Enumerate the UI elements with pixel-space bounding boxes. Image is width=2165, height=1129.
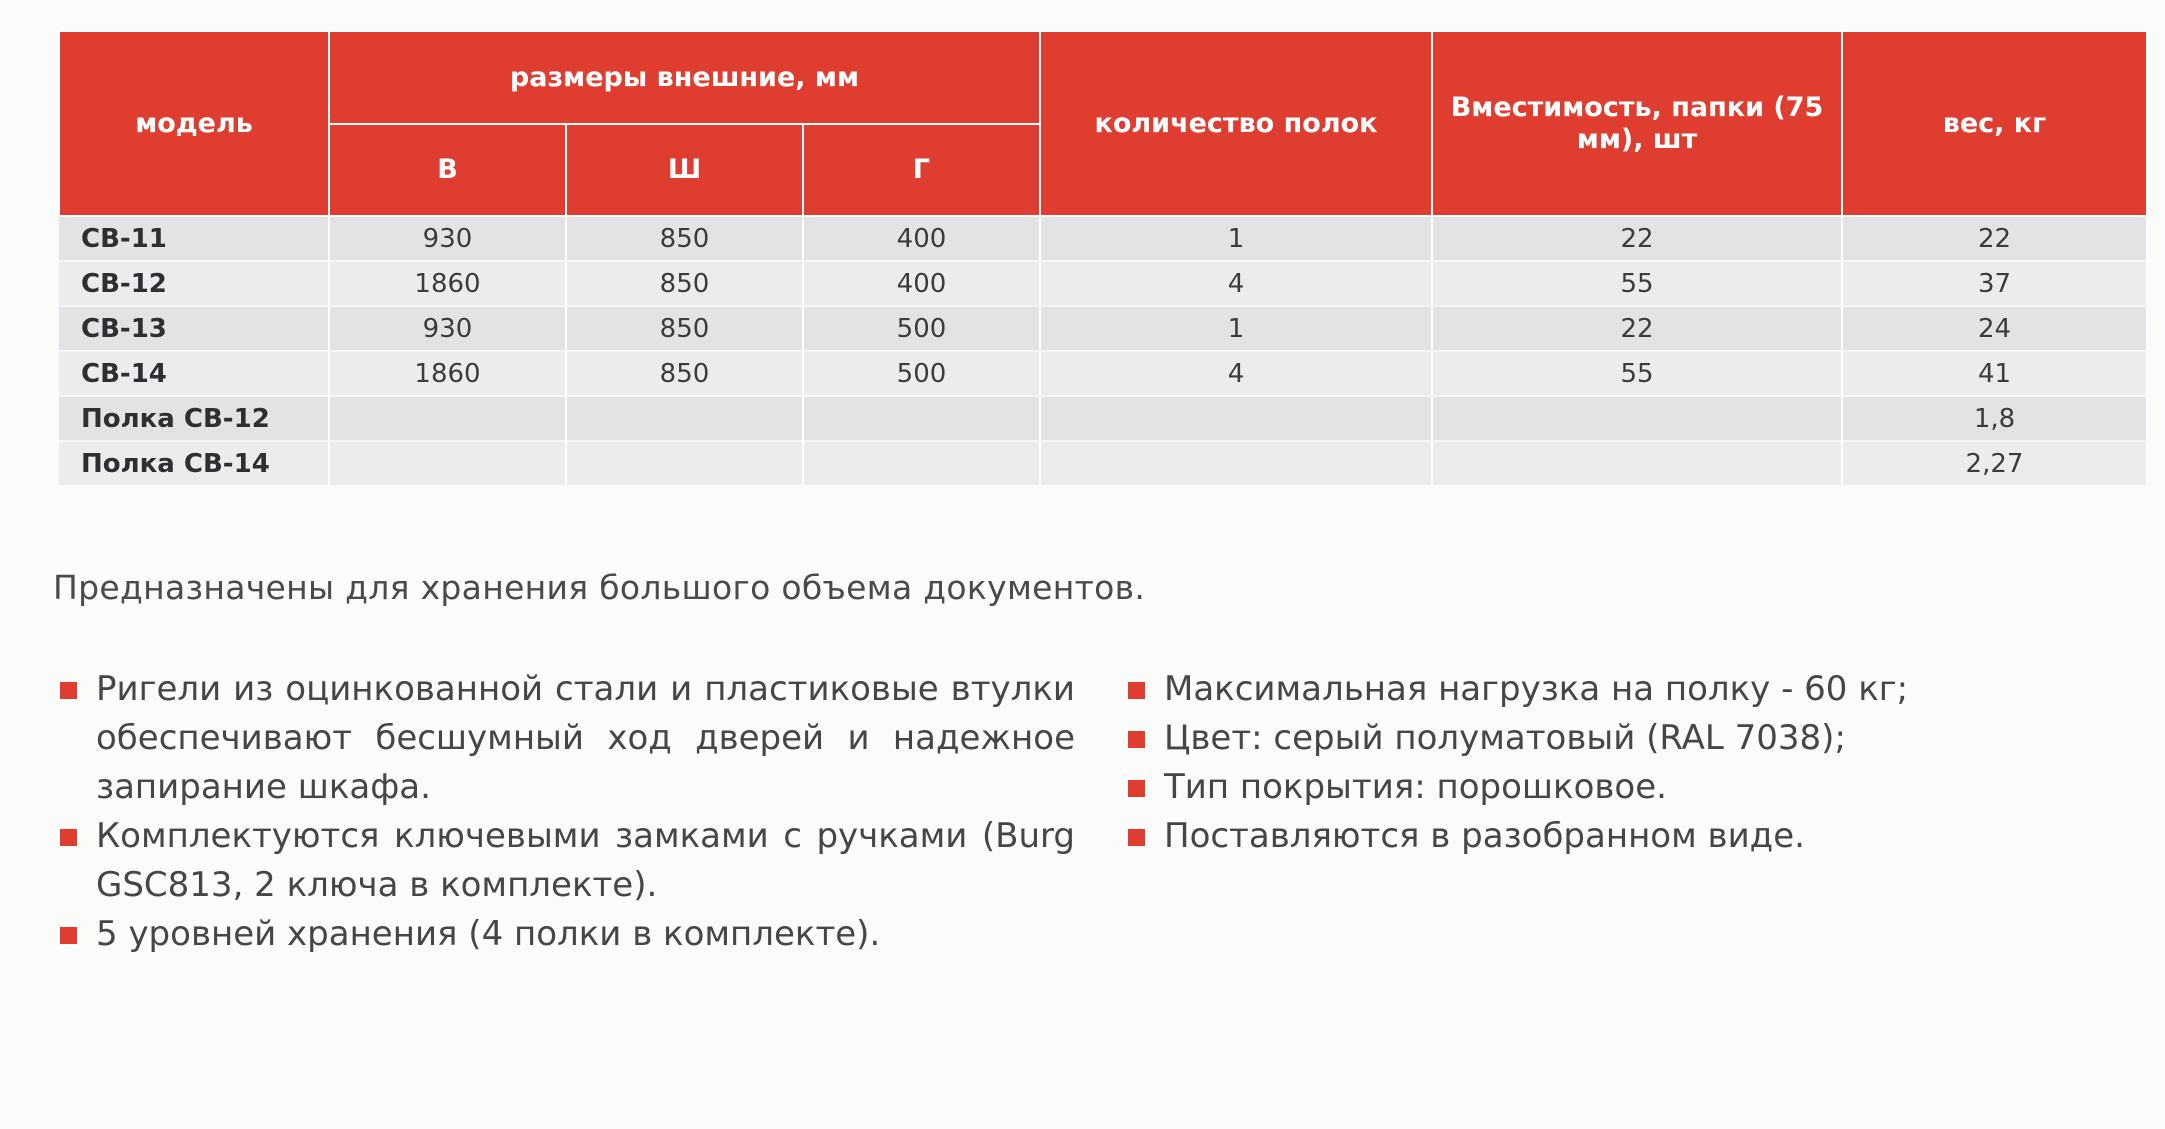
cell-capacity: [1432, 396, 1842, 441]
feature-text: Ригели из оцинкованной стали и пластиковые втулки обеспечивают бесшумный ход дверей и надежное запирание шкафа.: [96, 669, 1075, 807]
features-list-right: [1128, 665, 2128, 861]
cell-model: СВ-12: [59, 261, 329, 306]
cell-depth: 500: [803, 351, 1040, 396]
bullet-square-icon: [60, 682, 77, 699]
header-height: В: [329, 124, 566, 216]
header-capacity: Вместимость, папки (75 мм), шт: [1432, 31, 1842, 216]
cell-capacity: 55: [1432, 351, 1842, 396]
table-body: [59, 216, 2147, 485]
cell-height: [329, 441, 566, 485]
cell-weight: 2,27: [1842, 441, 2147, 485]
cell-model: СВ-14: [59, 351, 329, 396]
cell-weight: 22: [1842, 216, 2147, 261]
cell-shelves: 4: [1040, 351, 1432, 396]
cell-depth: [803, 396, 1040, 441]
cell-width: [566, 396, 803, 441]
cell-depth: 400: [803, 216, 1040, 261]
bullet-square-icon: [1128, 731, 1145, 748]
bullet-square-icon: [60, 829, 77, 846]
feature-item: [1128, 763, 2128, 812]
table-row: [59, 351, 2147, 396]
cell-height: 930: [329, 306, 566, 351]
cell-depth: 500: [803, 306, 1040, 351]
feature-text: Цвет: серый полуматовый (RAL 7038);: [1164, 718, 1846, 758]
feature-text: Поставляются в разобранном виде.: [1164, 816, 1805, 856]
table-row: [59, 261, 2147, 306]
feature-item: [1128, 714, 2128, 763]
features-list-left: [60, 665, 1075, 959]
cell-capacity: 22: [1432, 216, 1842, 261]
cell-shelves: [1040, 396, 1432, 441]
header-model: модель: [59, 31, 329, 216]
header-shelves: количество полок: [1040, 31, 1432, 216]
cell-shelves: 4: [1040, 261, 1432, 306]
feature-item: [1128, 812, 2128, 861]
cell-weight: 1,8: [1842, 396, 2147, 441]
bullet-square-icon: [1128, 780, 1145, 797]
table-row: [59, 306, 2147, 351]
intro-text: Предназначены для хранения большого объема документов.: [53, 568, 1146, 607]
cell-shelves: 1: [1040, 306, 1432, 351]
feature-item: [60, 812, 1075, 910]
table-row: [59, 396, 2147, 441]
cell-depth: [803, 441, 1040, 485]
cell-width: 850: [566, 351, 803, 396]
cell-width: 850: [566, 261, 803, 306]
cell-model: СВ-13: [59, 306, 329, 351]
feature-item: [60, 910, 1075, 959]
cell-capacity: 55: [1432, 261, 1842, 306]
cell-model: СВ-11: [59, 216, 329, 261]
header-weight: вес, кг: [1842, 31, 2147, 216]
cell-height: [329, 396, 566, 441]
header-width: Ш: [566, 124, 803, 216]
cell-weight: 37: [1842, 261, 2147, 306]
feature-text: Комплектуются ключевыми замками с ручками (Burg GSC813, 2 ключа в комплекте).: [96, 816, 1075, 905]
header-dimensions: размеры внешние, мм: [329, 31, 1040, 124]
cell-width: 850: [566, 216, 803, 261]
cell-weight: 41: [1842, 351, 2147, 396]
feature-item: [1128, 665, 2128, 714]
table-row: [59, 216, 2147, 261]
bullet-square-icon: [1128, 829, 1145, 846]
cell-capacity: [1432, 441, 1842, 485]
bullet-square-icon: [60, 927, 77, 944]
cell-model: Полка СВ-14: [59, 441, 329, 485]
cell-height: 930: [329, 216, 566, 261]
cell-model: Полка СВ-12: [59, 396, 329, 441]
feature-text: 5 уровней хранения (4 полки в комплекте).: [96, 914, 881, 954]
cell-height: 1860: [329, 261, 566, 306]
cell-shelves: 1: [1040, 216, 1432, 261]
feature-text: Тип покрытия: порошковое.: [1164, 767, 1667, 807]
cell-capacity: 22: [1432, 306, 1842, 351]
cell-weight: 24: [1842, 306, 2147, 351]
cell-shelves: [1040, 441, 1432, 485]
bullet-square-icon: [1128, 682, 1145, 699]
cell-width: 850: [566, 306, 803, 351]
cell-height: 1860: [329, 351, 566, 396]
specifications-table: [58, 30, 2148, 485]
cell-width: [566, 441, 803, 485]
feature-text: Максимальная нагрузка на полку - 60 кг;: [1164, 669, 1909, 709]
feature-item: [60, 665, 1075, 812]
header-depth: Г: [803, 124, 1040, 216]
cell-depth: 400: [803, 261, 1040, 306]
table-row: [59, 441, 2147, 485]
